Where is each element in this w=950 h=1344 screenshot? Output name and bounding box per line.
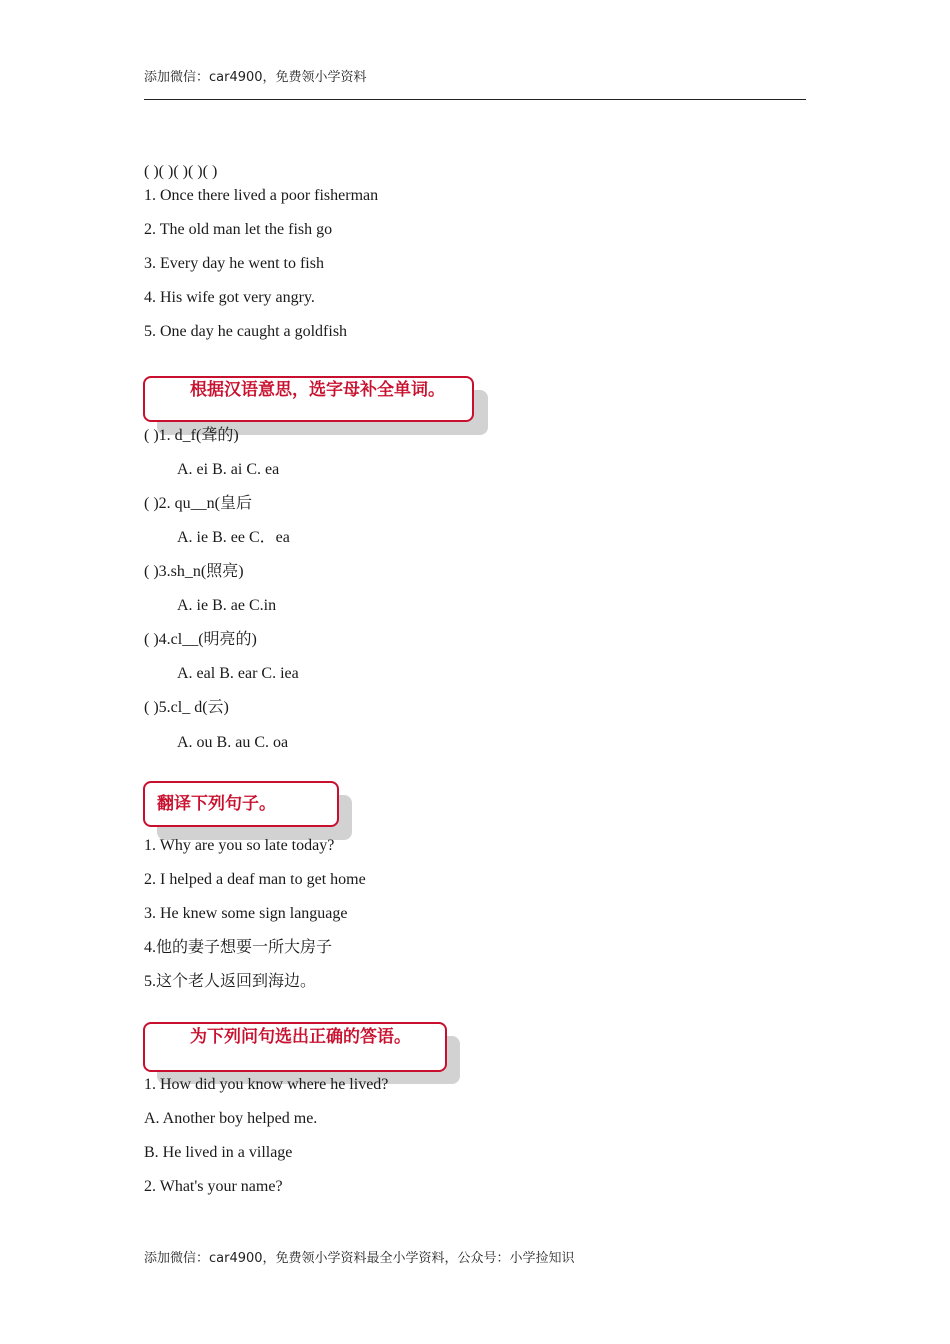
list-item: 2. I helped a deaf man to get home [144,871,366,888]
list-item: 3. Every day he went to fish [144,255,324,272]
page-footer: 添加微信：car4900，免费领小学资料最全小学资料，公众号：小学捡知识 [144,1251,575,1266]
section-title: 为下列问句选出正确的答语。 [190,1027,411,1047]
question-options: A. ei B. ai C. ea [177,461,280,478]
list-item: 4.他的妻子想要一所大房子 [144,939,333,956]
list-item: 2. The old man let the fish go [144,221,333,238]
list-item: 5. One day he caught a goldfish [144,323,348,340]
question-options: A. ou B. au C. oa [177,734,289,751]
list-item: A. Another boy helped me. [144,1110,318,1127]
question-options: A. ie B. ee C．ea [177,529,290,546]
question-stem: ( )3.sh_n(照亮) [144,563,244,580]
question-stem: ( )5.cl_ d(云) [144,699,229,716]
question-stem: ( )2. qu__n(皇后 [144,495,252,512]
page-header: 添加微信：car4900，免费领小学资料 [144,70,367,85]
list-item: 3. He knew some sign language [144,905,348,922]
question-stem: ( )4.cl__(明亮的) [144,631,257,648]
header-divider [144,99,806,100]
list-item: 1. How did you know where he lived? [144,1076,389,1093]
question-options: A. eal B. ear C. iea [177,665,299,682]
list-item: 5.这个老人返回到海边。 [144,973,317,990]
question-stem: ( )1. d_f(聋的) [144,427,239,444]
list-item: B. He lived in a village [144,1144,293,1161]
list-item: 1. Why are you so late today? [144,837,335,854]
list-item: 4. His wife got very angry. [144,289,315,306]
section-title: 根据汉语意思，选字母补全单词。 [190,380,445,400]
section-title: 翻译下列句子。 [157,794,276,814]
list-item: 2. What's your name? [144,1178,283,1195]
list-item: 1. Once there lived a poor fisherman [144,187,379,204]
question-options: A. ie B. ae C.in [177,597,277,614]
answer-blanks: ( )( )( )( )( ) [144,163,218,180]
